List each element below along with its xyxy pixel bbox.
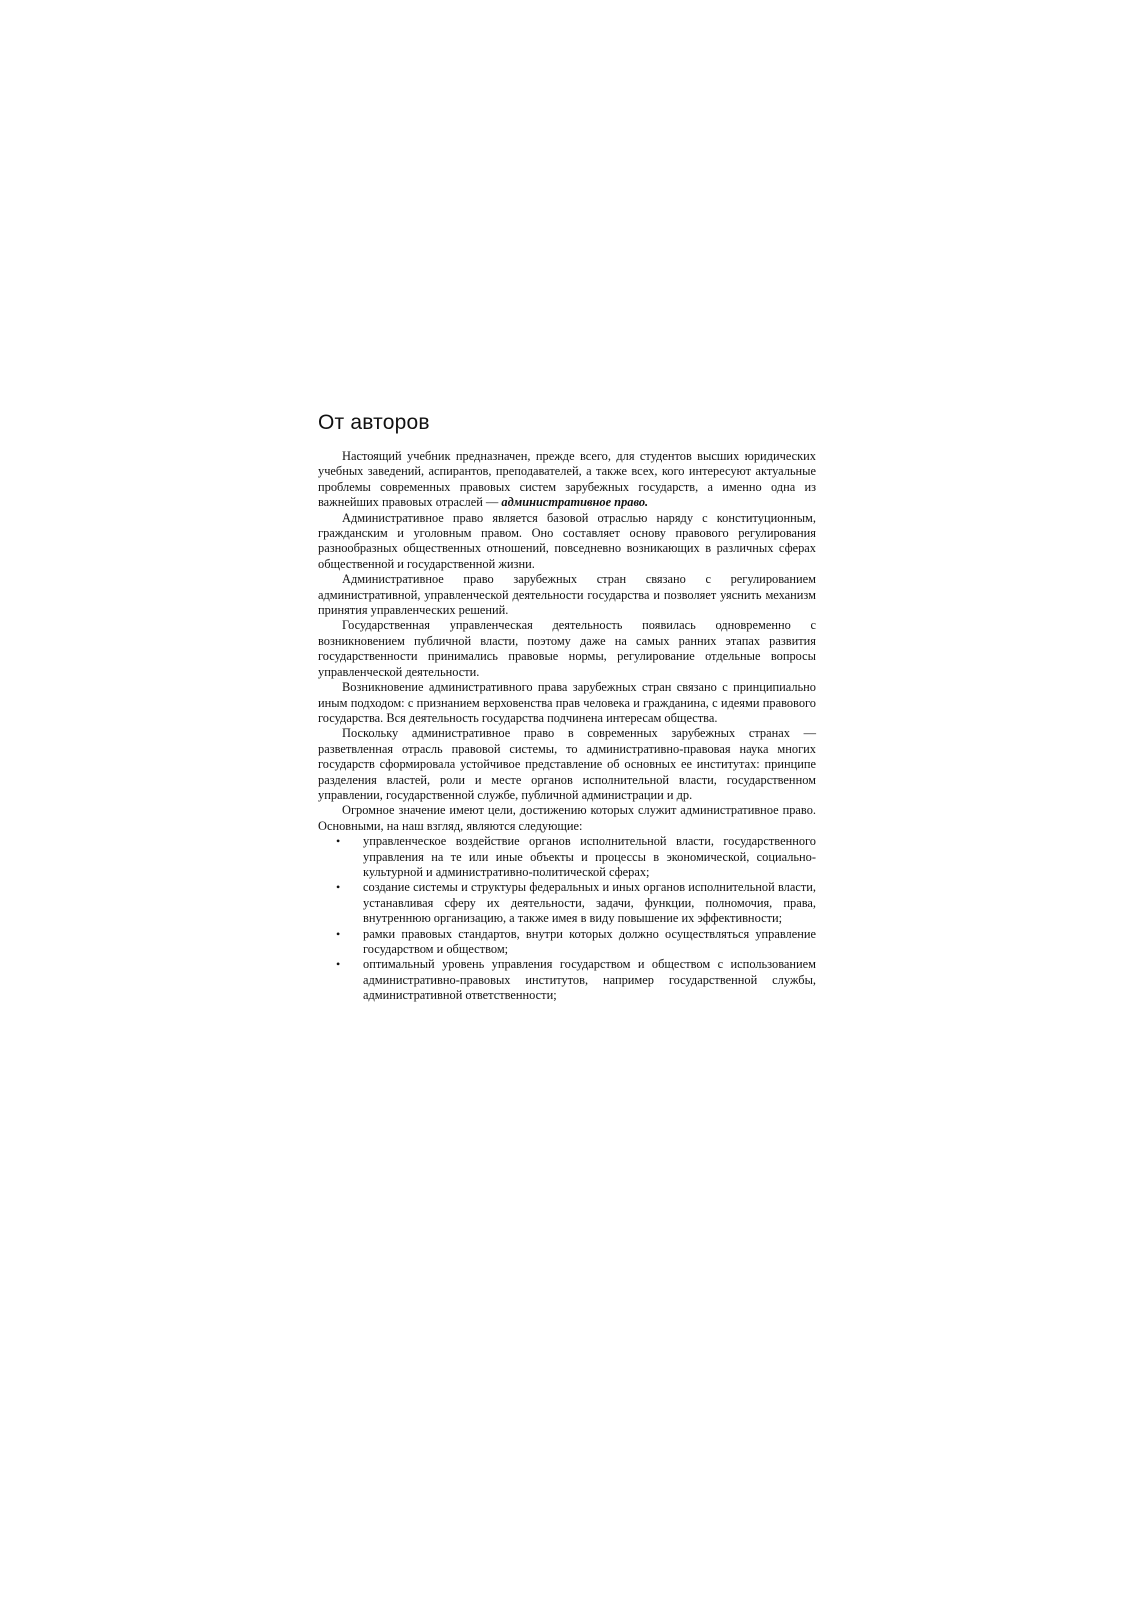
- list-item: [336, 926, 816, 958]
- list-item-text: рамки правовых стандартов, внутри которых должно осуществляться управление государством и обществом;: [363, 926, 816, 956]
- bullet-icon: •: [336, 957, 341, 972]
- paragraph: Возникновение административного права зарубежных стран связано с принципиально иным подходом: с признанием верховенства прав человека и гражданина, с идеями правового государства. Вся деятельность государства подчинена интересам общества.: [318, 680, 816, 725]
- bullet-icon: •: [336, 834, 341, 849]
- document-page: [318, 410, 816, 1004]
- paragraph: Государственная управленческая деятельность появилась одновременно с возникновением публичной власти, поэтому даже на самых ранних этапах развития государственности принимались правовые нормы, регулирование отдельные вопросы управленческой деятельности.: [318, 618, 816, 679]
- page-title: От авторов: [318, 411, 430, 434]
- paragraph: Административное право является базовой отраслью наряду с конституционным, гражданским и уголовным правом. Оно составляет основу правового регулирования разнообразных общественных отношений, повседневно возникающих в различных сферах общественной и государственной жизни.: [318, 510, 816, 571]
- list-item-text: управленческое воздействие органов исполнительной власти, государственного управления на те или иные объекты и процессы в экономической, социально-культурной и административно-политической сферах;: [363, 834, 816, 879]
- goals-list: [318, 834, 816, 1003]
- intro-emphasis: административное право.: [501, 495, 649, 510]
- list-item-text: создание системы и структуры федеральных и иных органов исполнительной власти, устанавливая сферу их деятельности, задачи, функции, полномочия, права, внутреннюю организацию, а также имея в виду повышение их эффективности;: [363, 880, 816, 926]
- paragraph: Административное право зарубежных стран связано с регулированием административной, управленческой деятельности государства и позволяет уяснить механизм принятия управленческих решений.: [318, 572, 816, 618]
- intro-paragraph: [318, 449, 816, 511]
- list-item-text: оптимальный уровень управления государством и обществом с использованием административно-правовых институтов, например государственной службы, административной ответственности;: [363, 957, 816, 1003]
- document-body: [318, 449, 816, 1004]
- paragraph: Огромное значение имеют цели, достижению которых служит административное право. Основными, на наш взгляд, являются следующие:: [318, 803, 816, 833]
- list-item: [336, 957, 816, 1003]
- list-item: [336, 834, 816, 880]
- list-item: [336, 880, 816, 926]
- bullet-icon: •: [336, 926, 341, 941]
- bullet-icon: •: [336, 880, 341, 895]
- paragraph: Поскольку административное право в современных зарубежных странах — разветвленная отрасль правовой системы, то административно-правовая наука многих государств сформировала устойчивое представление об основных ее институтах: принципе разделения властей, роли и месте органов исполнительной власти, государственном управлении, государственной службе, публичной администрации и др.: [318, 726, 816, 802]
- intro-text: Настоящий учебник предназначен, прежде всего, для студентов высших юридических учебных заведений, аспирантов, преподавателей, а также всех, кого интересуют актуальные проблемы современных правовых систем зарубежных государств, а именно одна из важнейших правовых отраслей —: [318, 449, 816, 510]
